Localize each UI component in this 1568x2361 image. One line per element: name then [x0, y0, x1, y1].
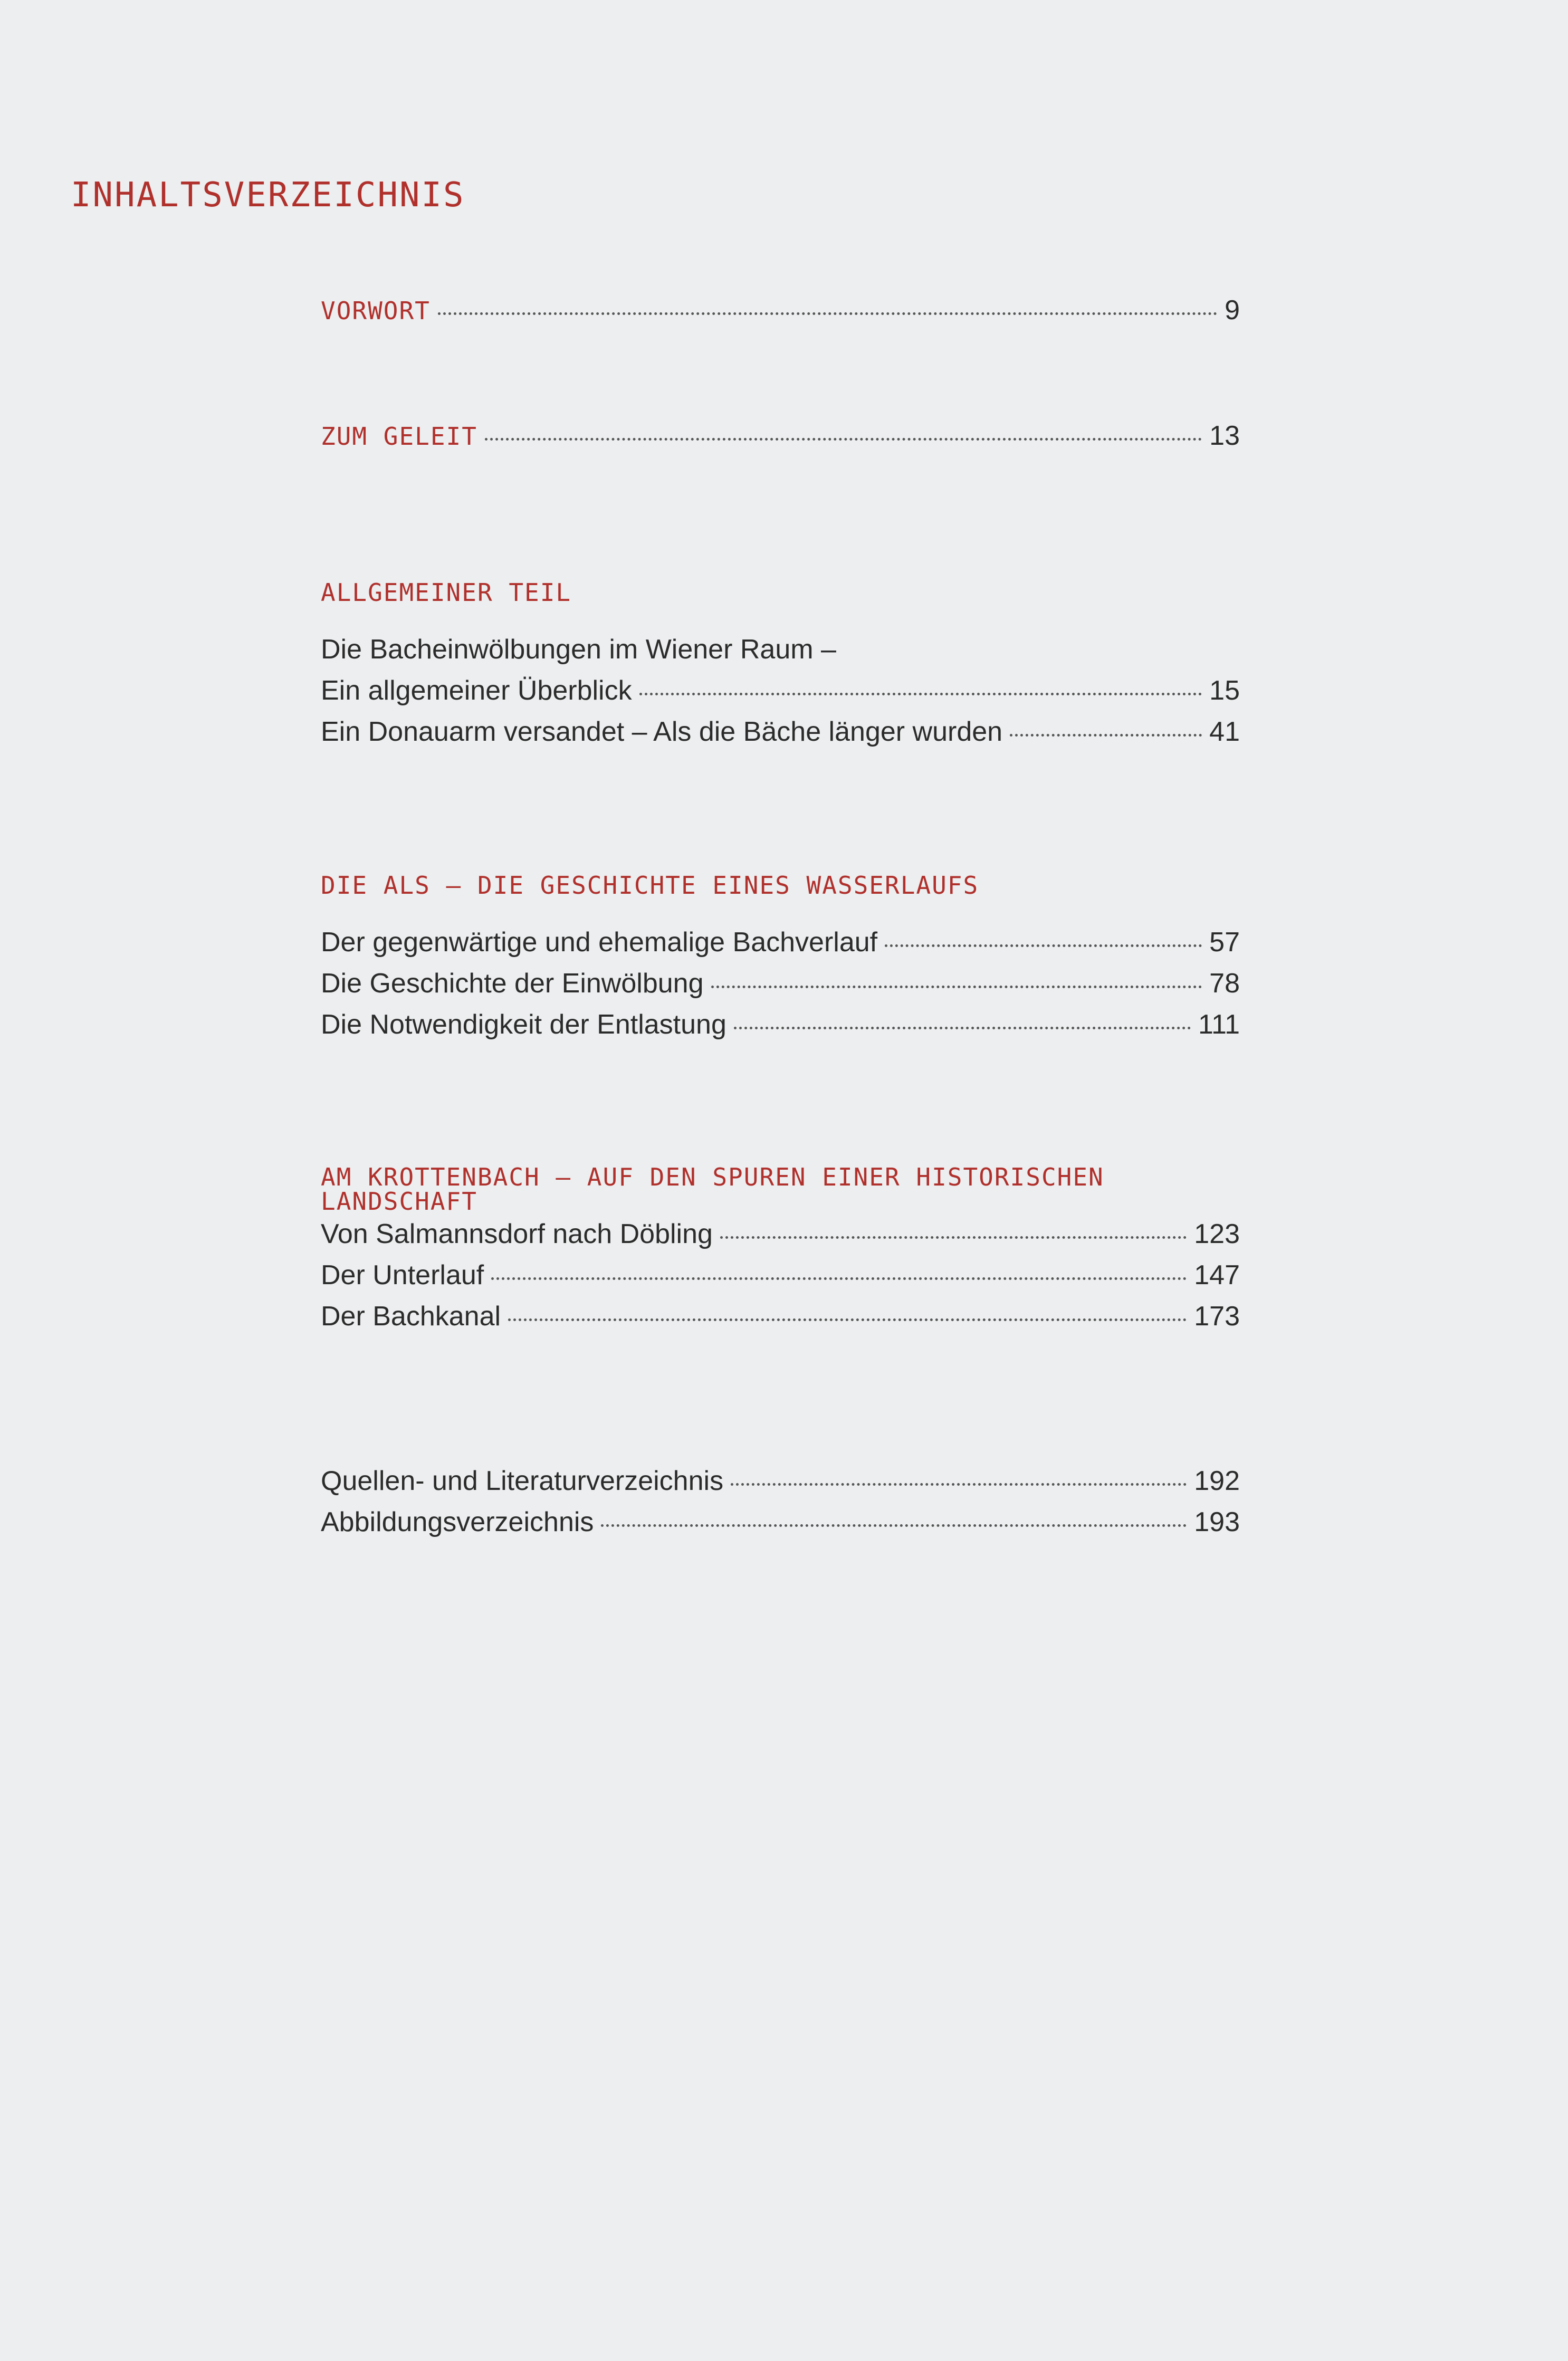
dot-leader	[734, 1026, 1191, 1029]
dot-leader	[485, 437, 1202, 441]
entry-title: VORWORT	[321, 297, 431, 325]
entry-title: Abbildungsverzeichnis	[321, 1507, 594, 1537]
entry-page: 147	[1194, 1260, 1240, 1291]
entry-title: Ein Donauarm versandet – Als die Bäche länger wurden	[321, 716, 1003, 747]
toc-section-krottenbach	[321, 1165, 1240, 1337]
entry-page: 111	[1198, 1009, 1240, 1040]
entry-page: 78	[1209, 968, 1240, 999]
toc-section-anhang	[321, 1460, 1240, 1543]
entry-page: 123	[1194, 1219, 1240, 1249]
toc-entry[interactable]	[321, 1213, 1240, 1255]
dot-leader	[491, 1277, 1187, 1280]
entry-title-line: Die Bacheinwölbungen im Wiener Raum –	[321, 634, 836, 665]
entry-title: Der Bachkanal	[321, 1301, 501, 1332]
entry-page: 173	[1194, 1301, 1240, 1332]
toc-entry[interactable]	[321, 1502, 1240, 1543]
entry-page: 192	[1194, 1466, 1240, 1496]
toc-entry[interactable]	[321, 963, 1240, 1004]
toc-entry-geleit[interactable]	[321, 420, 1240, 452]
entry-page: 193	[1194, 1507, 1240, 1537]
section-heading: ALLGEMEINER TEIL	[321, 578, 572, 607]
toc-section-allgemein	[321, 580, 1240, 752]
dot-leader	[639, 692, 1202, 695]
toc-entry[interactable]	[321, 1255, 1240, 1296]
entry-title: Der gegenwärtige und ehemalige Bachverlauf	[321, 927, 878, 958]
dot-leader	[720, 1236, 1187, 1239]
section-heading: AM KROTTENBACH – AUF DEN SPUREN EINER HISTORISCHEN LANDSCHAFT	[321, 1163, 1104, 1216]
entry-page: 57	[1209, 927, 1240, 958]
entry-page: 15	[1209, 675, 1240, 706]
entry-title: Ein allgemeiner Überblick	[321, 675, 632, 706]
dot-leader	[438, 312, 1217, 315]
entry-page: 9	[1225, 295, 1240, 326]
entry-title: Von Salmannsdorf nach Döbling	[321, 1219, 713, 1249]
entry-title: Die Notwendigkeit der Entlastung	[321, 1009, 726, 1040]
entry-title: Quellen- und Literaturverzeichnis	[321, 1466, 724, 1496]
toc-entry[interactable]	[321, 1296, 1240, 1337]
toc-entry[interactable]	[321, 1460, 1240, 1502]
entry-title: ZUM GELEIT	[321, 422, 477, 451]
dot-leader	[601, 1524, 1187, 1527]
dot-leader	[711, 985, 1202, 988]
toc-section-als	[321, 873, 1240, 1045]
entry-title: Die Geschichte der Einwölbung	[321, 968, 704, 999]
dot-leader	[508, 1318, 1187, 1321]
section-heading: DIE ALS – DIE GESCHICHTE EINES WASSERLAUFS	[321, 871, 979, 900]
entry-page: 41	[1209, 716, 1240, 747]
toc-entry[interactable]	[321, 1004, 1240, 1045]
entry-page: 13	[1209, 420, 1240, 451]
dot-leader	[885, 944, 1202, 947]
entry-title: Der Unterlauf	[321, 1260, 484, 1291]
toc-entry[interactable]	[321, 711, 1240, 752]
dot-leader	[731, 1483, 1187, 1486]
page-title: INHALTSVERZEICHNIS	[71, 176, 465, 215]
dot-leader	[1010, 733, 1202, 737]
toc-entry-vorwort[interactable]	[321, 294, 1240, 326]
toc-entry[interactable]	[321, 922, 1240, 963]
toc-entry[interactable]	[321, 670, 1240, 711]
